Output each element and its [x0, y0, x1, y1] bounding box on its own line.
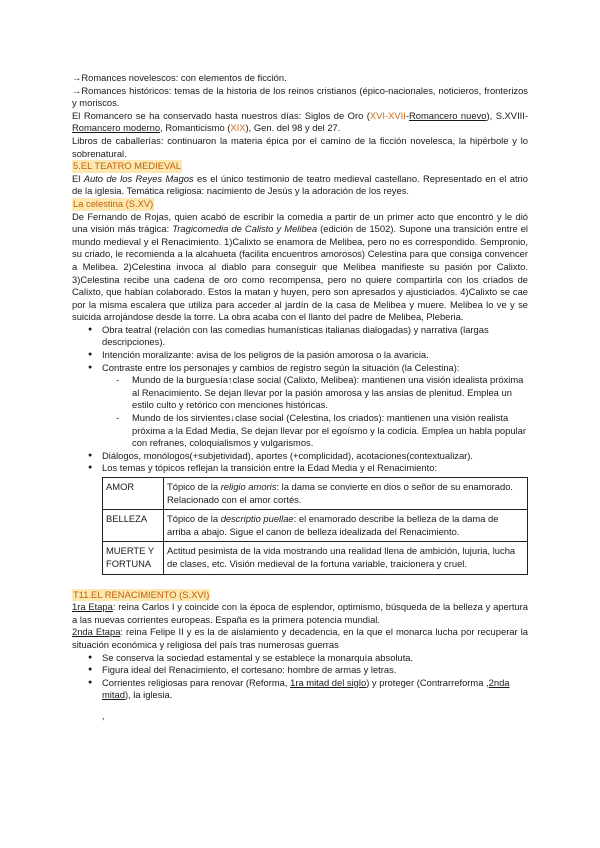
table-cell-value: Tópico de la religio amoris: la dama se convierte en dios o señor de su enamorado. Relacionado con el amor cortés. — [164, 478, 528, 510]
intro-line-historicos: →Romances históricos: temas de la historia de los reinos cristianos (épico-nacionales, noticieros, fronterizos y moriscos. — [72, 84, 528, 109]
trailing-mark: , — [102, 710, 105, 721]
teatro-paragraph: El Auto de los Reyes Magos es el único testimonio de teatro medieval castellano. Representado en el atrio de la iglesia. Temática religiosa: nacimiento de Jesús y la adoración de los reyes. — [72, 172, 528, 197]
table-cell-value: Actitud pesimista de la vida mostrando una realidad llena de ambición, lujuria, lucha de clases, etc. Visión medieval de la fortuna variable, traicionera y cruel. — [164, 542, 528, 574]
list-item: ● Diálogos, monólogos(+subjetividad), aportes (+complicidad), acotaciones(contextualizar). — [72, 450, 528, 463]
celestina-bullet-list — [72, 324, 528, 475]
sub-list-item: - Mundo de la burguesía↑clase social (Calixto, Melibea): mantienen una visión idealista próxima al Renacimiento. Se dejan llevar por la pasión amorosa y las ansias de plenitud. Emplea un estilo culto y retórico con menciones históricas. — [102, 374, 528, 412]
list-item: ● Se conserva la sociedad estamental y se establece la monarquía absoluta. — [72, 652, 528, 665]
roman-numeral: XVI-XVII — [369, 109, 406, 121]
list-item: ● Los temas y tópicos reflejan la transición entre la Edad Media y el Renacimiento: — [72, 462, 528, 475]
list-item: ● Contraste entre los personajes y cambios de registro según la situación (la Celestina): - Mundo de la burguesía↑clase social (Calixto, Melibea): mantienen una visión idealista próxima al Renacimiento. Se dejan llevar por la pasión amorosa y las ansias de plenitud. Emplea un estilo culto y retórico con menciones históricas. - Mundo de los sirvientes↓clase social (Celestina, los criados): mantienen una visión realista próxima a la Edad Media, Se dejan llevar por el egoísmo y la codicia. Emplea un habla popular con refranes, coloquialismos y vulgarismos. — [72, 362, 528, 450]
table-cell-key: BELLEZA — [103, 510, 164, 542]
table-cell-value: Tópico de la descriptio puellae: el enamorado describe la belleza de la dama de arriba a abajo. Sigue el canon de belleza idealizada del Renacimiento. — [164, 510, 528, 542]
table-row — [103, 510, 528, 542]
table-row — [103, 542, 528, 574]
table-cell-key: MUERTE Y FORTUNA — [103, 542, 164, 574]
caballerias-paragraph: Libros de caballerías: continuaron la materia épica por el camino de la ficción novelesca, la hipérbole y lo sobrenatural. — [72, 134, 528, 159]
document-body — [72, 72, 528, 723]
etapa1-paragraph: 1ra Etapa: reina Carlos I y coincide con la época de esplendor, optimismo, búsqueda de la belleza y apertura a las nuevas corrientes europeas. España es la primera potencia mundial. — [72, 601, 529, 625]
list-item: ● Obra teatral (relación con las comedias humanísticas italianas dialogadas) y narrativa (largas descripciones). — [72, 324, 528, 349]
underlined-term: 2nda Etapa — [72, 626, 121, 638]
sub-list-item: - Mundo de los sirvientes↓clase social (Celestina, los criados): mantienen una visión realista próxima a la Edad Media, Se dejan llevar por el egoísmo y la codicia. Emplea un habla popular con refranes, coloquialismos y vulgarismos. — [102, 412, 528, 450]
renacimiento-bullet-list — [72, 652, 528, 702]
table-row — [103, 478, 528, 510]
roman-numeral: XIX — [230, 122, 246, 134]
underlined-term: Romancero moderno — [72, 122, 161, 134]
list-item: ● Figura ideal del Renacimiento, el cortesano: hombre de armas y letras. — [72, 664, 528, 677]
underlined-term: Romancero nuevo — [408, 109, 487, 121]
teatro-heading: 5.EL TEATRO MEDIEVAL — [73, 160, 182, 172]
table-cell-key: AMOR — [103, 478, 164, 510]
intro-line-novelescos: →Romances novelescos: con elementos de ficción. — [72, 72, 287, 83]
etapa2-paragraph: 2nda Etapa: reina Felipe II y es la de aislamiento y decadencia, en la que el monarca lucha por recuperar la situación económica y religiosa del país tras numerosas guerras — [72, 626, 528, 650]
list-item: ● Corrientes religiosas para renovar (Reforma, 1ra mitad del siglo) y proteger (Contrarreforma ,2nda mitad), la iglesia. — [72, 677, 528, 702]
celestina-heading: La celestina (S.XV) — [73, 197, 154, 209]
celestina-paragraph: De Fernando de Rojas, quien acabó de escribir la comedia a partir de un primer acto que encontró y le dió una visión más trágica: Tragicomedia de Calisto y Melibea (edición de 1502). Supone una transición entre el mundo medieval y el Renacimiento. 1)Calixto se enamora de Melibea, pero no es correspondido. Sempronio, su criado, le recomienda a la alcahueta (facilita encuentros amorosos) Celestina para que consiga convencer a Melibea. 2)Celestina invoca al diablo para conseguir que Melibea manifieste su pasión por Calixto. 3)Celestina recibe una cadena de oro como recompensa, pero no quiere compartirla con los criados de Calixto, que habían colaborado. Estos la matan y huyen, pero son apresados y ajusticiados. 4)Calixto se cae por la misma escalera que utiliza para acceder al jardín de la casa de Melibea y muere. Melibea lo ve y se suicida arrojándose desde la torre. La obra acaba con el llanto del padre de Melibea, Pleberia. — [72, 210, 529, 323]
romancero-paragraph: El Romancero se ha conservado hasta nuestros días: Siglos de Oro (XVI-XVII-Romancero nuevo), S.XVIII-Romancero moderno, Romanticismo (XIX), Gen. del 98 y del 27. — [72, 109, 529, 134]
renacimiento-heading: T11.EL RENACIMIENTO (S.XVI) — [73, 588, 210, 600]
list-item: ● Intención moralizante: avisa de los peligros de la pasión amorosa o la avaricia. — [72, 349, 528, 362]
underlined-term: 1ra Etapa — [72, 601, 113, 613]
topicos-table — [102, 477, 528, 575]
